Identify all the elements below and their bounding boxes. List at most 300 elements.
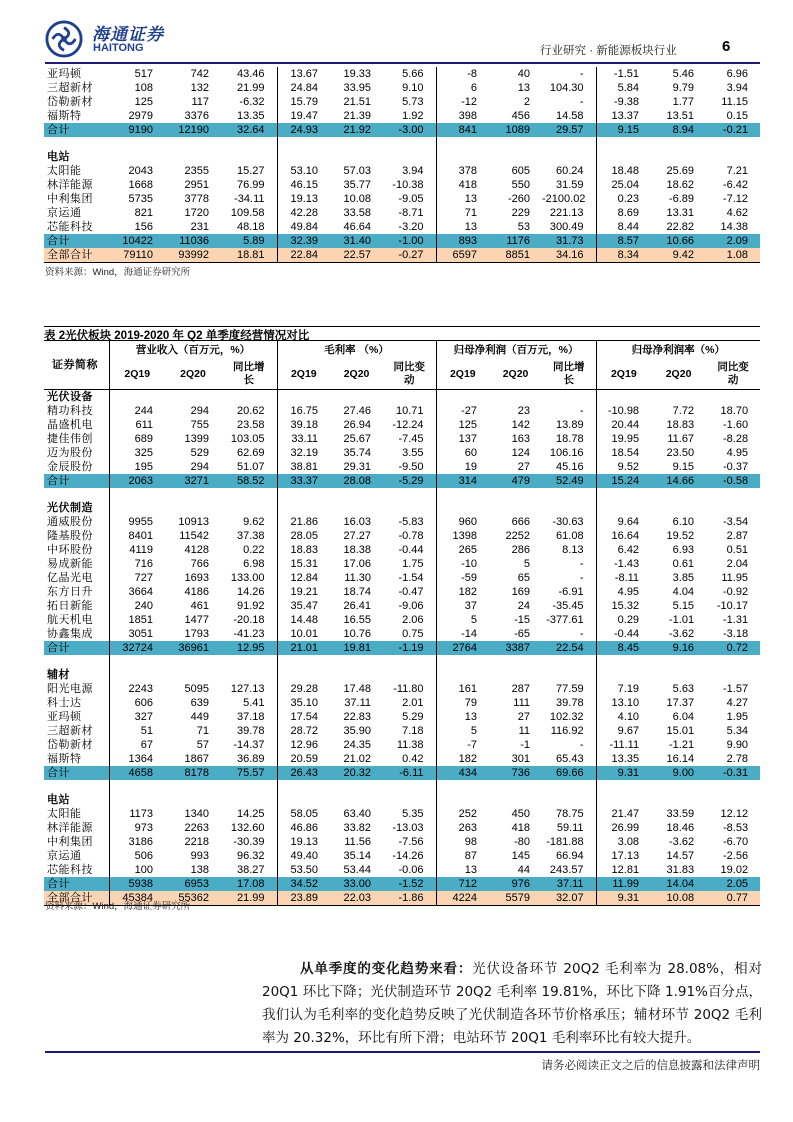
cell-value: 2.78 (726, 753, 749, 765)
cell-value: 327 (109, 710, 165, 724)
cell-value: 5.46 (672, 68, 694, 80)
cell-value: 736 (489, 766, 542, 780)
cell-value: 20.62 (237, 405, 265, 417)
cell-value: 666 (511, 516, 531, 528)
cell-value: 456 (511, 110, 530, 122)
cell-value: 17.08 (221, 877, 277, 891)
cell-value: 611 (109, 418, 165, 432)
cell-value: 461 (190, 600, 209, 612)
cell-value: 27 (517, 711, 531, 723)
cell-value: 15.27 (236, 165, 265, 177)
cell-value: 23.50 (666, 447, 695, 459)
cell-value: 76.99 (236, 179, 265, 191)
cell-value: 57.03 (343, 165, 371, 177)
cell-value: 976 (489, 877, 542, 891)
cell-value: 6.93 (672, 544, 695, 556)
empty-cell (596, 668, 651, 682)
cell-value: 449 (190, 711, 209, 723)
table-row (44, 835, 760, 849)
cell-value: 17.13 (596, 849, 651, 863)
cell-value: -5.83 (398, 516, 424, 528)
cell-value: 3.55 (402, 447, 424, 459)
table-2-title: 表 2光伏板块 2019-2020 年 Q2 单季度经营情况对比 (44, 326, 760, 341)
group-header: 归母净利润率（%） (596, 341, 760, 360)
empty-cell (383, 780, 436, 793)
empty-cell (383, 150, 436, 164)
empty-cell (651, 501, 706, 515)
cell-value: 1477 (184, 614, 209, 626)
cell-value: -5.29 (383, 474, 436, 488)
cell-value: -10 (436, 557, 489, 571)
cell-value: 53.10 (277, 164, 330, 178)
cell-value: 13 (436, 220, 489, 234)
cell-value: 33.82 (343, 822, 372, 834)
empty-cell (542, 655, 596, 668)
cell-value: 14.57 (666, 850, 695, 862)
cell-value: 19.47 (277, 109, 330, 123)
empty-cell (277, 668, 330, 682)
cell-value: 7.21 (726, 165, 748, 177)
cell-value: -3.62 (668, 836, 695, 848)
cell-value: 11036 (165, 234, 221, 248)
cell-value: 21.99 (221, 891, 277, 906)
cell-value: 53.50 (277, 863, 330, 877)
table-row (44, 206, 760, 220)
cell-value: 3.94 (726, 82, 748, 94)
cell-value: 8401 (109, 529, 165, 543)
cell-value: 78.75 (556, 808, 584, 820)
cell-value: 5.29 (402, 711, 424, 723)
empty-cell (706, 137, 760, 150)
section-header-row (44, 668, 760, 682)
cell-value: -27 (436, 404, 489, 418)
empty-cell (651, 150, 706, 164)
empty-cell (436, 793, 489, 807)
company-name: 芯能科技 (47, 220, 93, 233)
cell-value: 182 (436, 585, 489, 599)
cell-value: 125 (134, 96, 153, 108)
page-number: 6 (722, 38, 731, 55)
empty-cell (436, 137, 489, 150)
haitong-logo-icon (45, 20, 83, 58)
cell-value: -9.06 (398, 600, 424, 612)
cell-value: -6.11 (383, 766, 436, 780)
empty-cell (542, 501, 596, 515)
table-row (44, 220, 760, 234)
cell-value: -1.19 (383, 641, 436, 655)
empty-cell (596, 488, 651, 501)
cell-value: 1398 (436, 529, 489, 543)
cell-value: 15.01 (666, 725, 695, 737)
cell-value: 37.18 (237, 711, 265, 723)
table-row (44, 164, 760, 178)
cell-value: - (579, 558, 584, 570)
cell-value: 91.92 (237, 600, 265, 612)
cell-value: 38.81 (277, 460, 330, 474)
cell-value: 33.95 (343, 82, 371, 94)
cell-value: 42.28 (277, 206, 330, 220)
empty-cell (706, 668, 760, 682)
cell-value: 18.78 (556, 433, 584, 445)
cell-value: 21.02 (343, 753, 372, 765)
cell-value: -1.60 (722, 419, 749, 431)
cell-value: 35.77 (343, 179, 371, 191)
empty-cell (542, 793, 596, 807)
cell-value: 36.89 (237, 753, 265, 765)
cell-value: 31.59 (555, 179, 584, 191)
cell-value: 16.75 (277, 404, 330, 418)
cell-value: -1.54 (398, 572, 424, 584)
cell-value: 37 (436, 599, 489, 613)
cell-value: 63.40 (343, 808, 372, 820)
empty-cell (489, 668, 542, 682)
paragraph-body: 光伏设备环节 20Q2 毛利率为 28.08%，相对 20Q1 环比下降；光伏制造环节 20Q2 毛利率 19.81%，环比下降 1.91%百分点，我们认为毛利率的变化趋势反映了光伏制造各环节价格承压；辅材环节 20Q2 毛利率为 20.32%，环比有所下滑；电站环节 20Q1 毛利率环比有较大提升。 (262, 961, 763, 1046)
cell-value: 15.32 (596, 599, 651, 613)
cell-value: 16.64 (596, 529, 651, 543)
cell-value: -0.44 (398, 544, 424, 556)
company-name: 亚玛顿 (47, 67, 82, 80)
cell-value: 13.37 (596, 109, 651, 123)
cell-value: 434 (436, 766, 489, 780)
empty-cell (44, 488, 109, 501)
cell-value: 5579 (489, 891, 542, 906)
company-name: 中环股份 (47, 543, 93, 556)
cell-value: - (579, 572, 584, 584)
company-name: 中利集团 (47, 835, 93, 848)
company-name: 合计 (44, 474, 109, 488)
cell-value: 1173 (109, 807, 165, 821)
cell-value: 5.35 (402, 808, 424, 820)
cell-value: 11.38 (396, 739, 424, 751)
cell-value: -0.37 (722, 461, 749, 473)
empty-cell (44, 780, 109, 793)
empty-cell (330, 150, 383, 164)
subtotal-row (44, 234, 760, 248)
empty-cell (330, 501, 383, 515)
cell-value: 28.08 (330, 474, 383, 488)
cell-value: 18.48 (596, 164, 651, 178)
cell-value: 6 (436, 81, 489, 95)
cell-value: -6.32 (239, 96, 265, 108)
table-row (44, 571, 760, 585)
cell-value: 51 (109, 724, 165, 738)
cell-value: 37.38 (237, 530, 265, 542)
cell-value: 21.39 (343, 110, 371, 122)
cell-value: 6.42 (596, 543, 651, 557)
table-row (44, 613, 760, 627)
cell-value: 10.08 (651, 891, 706, 906)
cell-value: 100 (109, 863, 165, 877)
empty-cell (165, 150, 221, 164)
column-header: 同比增长 (542, 359, 596, 390)
cell-value: 33.58 (343, 207, 371, 219)
cell-value: 15.24 (596, 474, 651, 488)
column-header: 2Q19 (277, 359, 330, 390)
cell-value: 32.19 (277, 446, 330, 460)
cell-value: 1668 (128, 179, 153, 191)
empty-cell (383, 793, 436, 807)
cell-value: 294 (190, 461, 209, 473)
cell-value: 111 (513, 697, 531, 709)
cell-value: 9.52 (596, 460, 651, 474)
cell-value: 51.07 (237, 461, 265, 473)
cell-value: 231 (190, 221, 209, 233)
cell-value: 59.11 (556, 822, 584, 834)
cell-value: 7.19 (596, 682, 651, 696)
empty-cell (436, 390, 489, 405)
cell-value: -6.42 (722, 179, 748, 191)
empty-cell (330, 780, 383, 793)
cell-value: 1176 (489, 234, 542, 248)
cell-value: 28.05 (277, 529, 330, 543)
cell-value: 36961 (165, 641, 221, 655)
table-row (44, 557, 760, 571)
table-1-continued (44, 67, 760, 263)
empty-cell (436, 488, 489, 501)
company-name: 合计 (44, 877, 109, 891)
cell-value: 21.01 (277, 641, 330, 655)
empty-cell (109, 501, 165, 515)
cell-value: 3.08 (596, 835, 651, 849)
cell-value: 20.32 (330, 766, 383, 780)
column-header-row (44, 359, 760, 390)
table-row (44, 821, 760, 835)
cell-value: 2355 (184, 165, 209, 177)
cell-value: 12.81 (596, 863, 651, 877)
cell-value: 19.02 (720, 864, 749, 876)
empty-cell (542, 488, 596, 501)
cell-value: 22.03 (330, 891, 383, 906)
cell-value: -30.39 (233, 836, 265, 848)
cell-value: 9955 (109, 515, 165, 529)
empty-cell (44, 655, 109, 668)
empty-cell (165, 780, 221, 793)
cell-value: -0.27 (383, 248, 436, 263)
cell-value: 15.79 (277, 95, 330, 109)
cell-value: 10422 (109, 234, 165, 248)
cell-value: 9.16 (651, 641, 706, 655)
cell-value: 8.34 (596, 248, 651, 263)
empty-cell (165, 655, 221, 668)
section-title: 电站 (47, 150, 70, 163)
cell-value: -3.20 (398, 221, 424, 233)
company-name: 太阳能 (47, 164, 82, 177)
company-name: 通威股份 (47, 515, 93, 528)
cell-value: 9.79 (672, 82, 694, 94)
cell-value: 14.26 (237, 586, 265, 598)
cell-value: -8.71 (398, 207, 424, 219)
cell-value: 1340 (184, 808, 209, 820)
cell-value: 14.38 (720, 221, 748, 233)
cell-value: 0.22 (243, 544, 265, 556)
empty-cell (596, 780, 651, 793)
cell-value: 19.21 (277, 585, 330, 599)
cell-value: -12 (436, 95, 489, 109)
cell-value: 6.04 (672, 711, 695, 723)
cell-value: 22.57 (330, 248, 383, 263)
cell-value: -9.38 (596, 95, 651, 109)
cell-value: -0.21 (706, 123, 760, 137)
empty-cell (651, 390, 706, 405)
cell-value: -11.11 (596, 738, 651, 752)
subtotal-row (44, 123, 760, 137)
cell-value: -0.92 (722, 586, 749, 598)
cell-value: 65.43 (556, 753, 584, 765)
cell-value: 13.10 (596, 696, 651, 710)
empty-cell (221, 780, 277, 793)
cell-value: 4658 (109, 766, 165, 780)
cell-value: 13 (436, 192, 489, 206)
empty-cell (436, 655, 489, 668)
cell-value: -6.89 (668, 193, 694, 205)
cell-value: 3.94 (402, 165, 424, 177)
table-row (44, 418, 760, 432)
cell-value: 46.15 (277, 178, 330, 192)
cell-value: 8.69 (596, 206, 651, 220)
cell-value: 35.90 (343, 725, 372, 737)
cell-value: 33.11 (277, 432, 330, 446)
cell-value: 5735 (128, 193, 153, 205)
empty-cell (383, 501, 436, 515)
cell-value: 5938 (109, 877, 165, 891)
company-name: 合计 (44, 123, 109, 137)
cell-value: 11 (518, 725, 531, 737)
table-2 (44, 340, 760, 906)
cell-value: 13 (517, 82, 530, 94)
table-row (44, 67, 760, 81)
cell-value: 9.67 (596, 724, 651, 738)
spacer-row (44, 780, 760, 793)
cell-value: 300.49 (549, 221, 584, 233)
empty-cell (596, 137, 651, 150)
cell-value: 34.16 (542, 248, 596, 263)
company-name: 林洋能源 (47, 178, 93, 191)
cell-value: 6.98 (243, 558, 265, 570)
table-row (44, 863, 760, 877)
cell-value: 24.93 (277, 123, 330, 137)
cell-value: 23 (517, 405, 531, 417)
cell-value: 4119 (109, 543, 165, 557)
cell-value: 0.75 (402, 628, 424, 640)
cell-value: 18.83 (277, 543, 330, 557)
section-title: 电站 (47, 793, 70, 806)
cell-value: 10913 (178, 516, 209, 528)
cell-value: -34.11 (234, 193, 265, 205)
cell-value: 21.99 (236, 82, 265, 94)
column-header: 2Q19 (436, 359, 489, 390)
cell-value: 125 (436, 418, 489, 432)
cell-value: 19.81 (330, 641, 383, 655)
cell-value: 6597 (436, 248, 489, 263)
cell-value: 156 (134, 221, 153, 233)
cell-value: 132 (190, 82, 209, 94)
cell-value: 14.58 (555, 110, 584, 122)
cell-value: 529 (190, 447, 209, 459)
empty-cell (542, 137, 596, 150)
cell-value: 62.69 (237, 447, 265, 459)
empty-cell (330, 655, 383, 668)
table-row (44, 682, 760, 696)
empty-cell (651, 488, 706, 501)
cell-value: -3.62 (668, 628, 695, 640)
cell-value: 25.69 (666, 165, 694, 177)
cell-value: 43.46 (236, 68, 265, 80)
cell-value: 58.52 (221, 474, 277, 488)
company-name: 林洋能源 (47, 821, 93, 834)
cell-value: 517 (134, 68, 153, 80)
cell-value: 605 (511, 165, 530, 177)
cell-value: 106.16 (549, 447, 584, 459)
cell-value: 4.62 (726, 207, 748, 219)
empty-cell (436, 150, 489, 164)
empty-cell (277, 150, 330, 164)
cell-value: 5.34 (726, 725, 749, 737)
cell-value: 8.57 (596, 234, 651, 248)
empty-cell (221, 501, 277, 515)
cell-value: 27.27 (343, 530, 372, 542)
cell-value: 4.95 (726, 447, 749, 459)
cell-value: 263 (436, 821, 489, 835)
table-row (44, 81, 760, 95)
cell-value: 18.54 (596, 446, 651, 460)
cell-value: 1.08 (706, 248, 760, 263)
cell-value: -9.50 (398, 461, 424, 473)
table-1-source: 资料来源：Wind，海通证券研究所 (45, 267, 191, 278)
cell-value: -3.18 (722, 628, 749, 640)
cell-value: 20.44 (596, 418, 651, 432)
cell-value: 93992 (165, 248, 221, 263)
company-name: 合计 (44, 766, 109, 780)
cell-value: 2.05 (706, 877, 760, 891)
empty-cell (277, 137, 330, 150)
cell-value: 18.46 (666, 822, 695, 834)
cell-value: 61.08 (556, 530, 584, 542)
cell-value: 58.05 (277, 807, 330, 821)
cell-value: 60 (436, 446, 489, 460)
subtotal-row (44, 877, 760, 891)
cell-value: 18.38 (343, 544, 372, 556)
cell-value: -2100.02 (542, 193, 586, 205)
cell-value: 39.78 (237, 725, 265, 737)
cell-value: -59 (436, 571, 489, 585)
cell-value: - (579, 96, 584, 108)
empty-cell (706, 780, 760, 793)
cell-value: 2.87 (726, 530, 749, 542)
cell-value: 14.48 (277, 613, 330, 627)
cell-value: 52.49 (542, 474, 596, 488)
cell-value: 2263 (184, 822, 209, 834)
cell-value: 10.08 (343, 193, 371, 205)
cell-value: 1.77 (672, 96, 694, 108)
cell-value: -30.63 (552, 516, 584, 528)
disclaimer: 请务必阅读正文之后的信息披露和法律声明 (541, 1060, 760, 1072)
empty-cell (165, 793, 221, 807)
empty-cell (706, 501, 760, 515)
cell-value: 49.84 (277, 220, 330, 234)
cell-value: -7.12 (722, 193, 748, 205)
cell-value: -8.28 (722, 433, 749, 445)
empty-cell (436, 501, 489, 515)
cell-value: -7.45 (398, 433, 424, 445)
empty-cell (330, 668, 383, 682)
company-name: 岱勒新材 (47, 95, 93, 108)
cell-value: 104.30 (549, 82, 584, 94)
cell-value: 127.13 (230, 683, 265, 695)
table-row (44, 178, 760, 192)
cell-value: 23.89 (277, 891, 330, 906)
cell-value: 2.04 (726, 558, 749, 570)
column-header: 2Q20 (330, 359, 383, 390)
